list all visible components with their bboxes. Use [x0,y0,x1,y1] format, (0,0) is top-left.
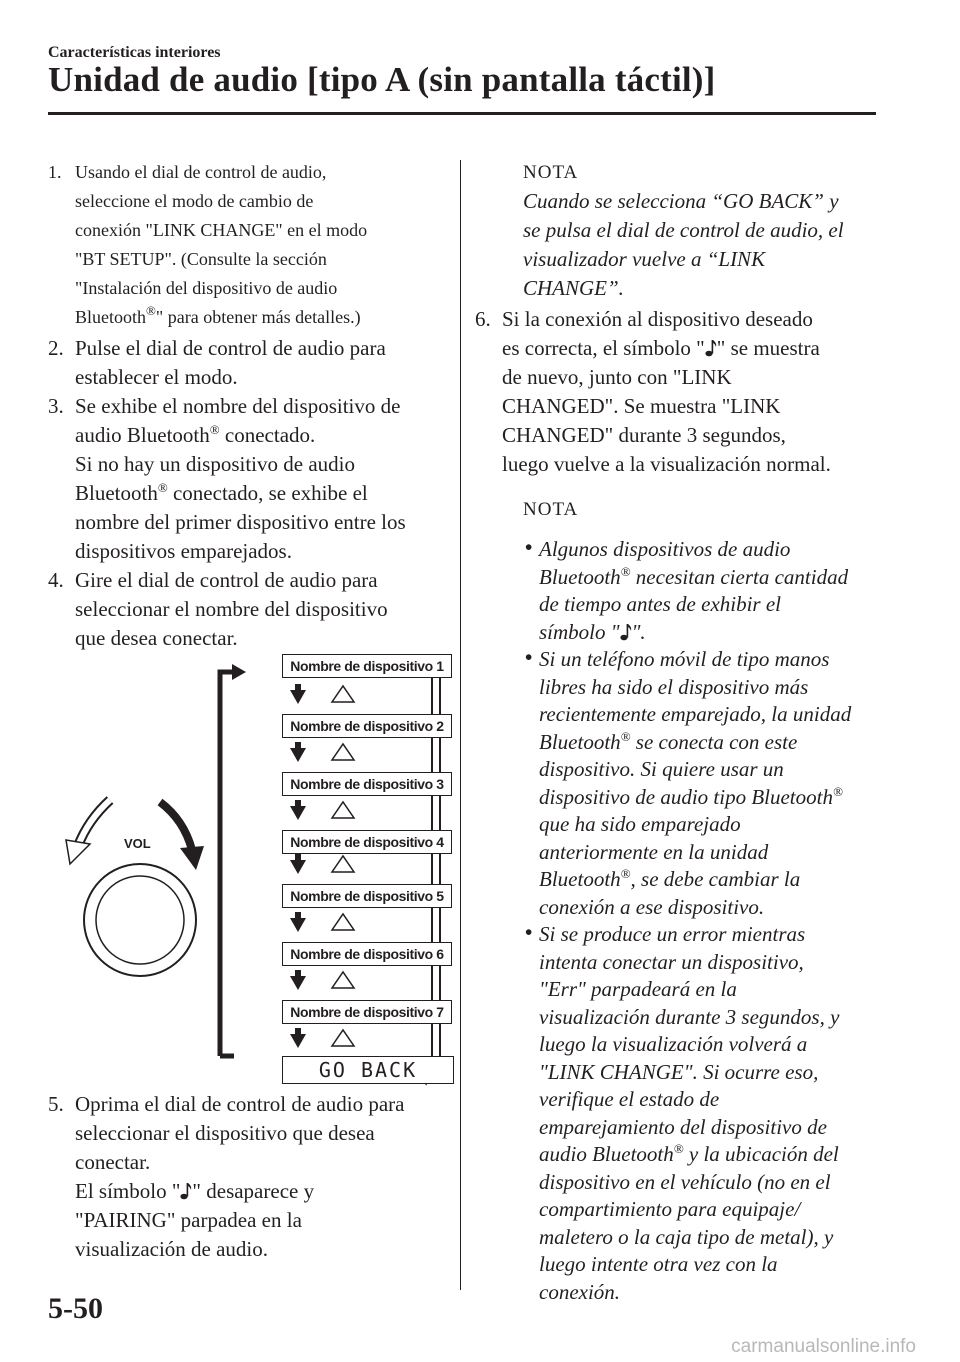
arrow-down-solid-icon [290,1034,306,1048]
step-3: 3. Se exhibe el nombre del dispositivo de audio Bluetooth® conectado. Si no hay un dispositivo de audio Bluetooth® conectado, se exhibe el nombre del primer dispositivo entre los dispositivos emparejados. [48,394,406,563]
cycle-bracket-left [220,672,234,1056]
note-bullets [475,536,890,1306]
note-go-back: NOTA Cuando se selecciona “GO BACK” y se pulsa el dial de control de audio, el visualizador vuelve a “LINK CHANGE”. [523,162,844,300]
arrow-up-outline-icon [332,914,354,930]
arrow-up-outline-icon [332,744,354,760]
music-note-icon [705,339,717,357]
arrow-down-stem [295,912,301,919]
arrow-down-solid-icon [290,918,306,932]
arrow-down-solid-icon [290,748,306,762]
arrow-down-stem [295,742,301,749]
arrow-down-stem [295,684,301,691]
arrow-up-outline-icon [332,686,354,702]
navigation-arrows [290,684,354,1048]
device-label-2: Nombre de dispositivo 2 [282,714,452,738]
rotate-right-arrow-icon [160,802,192,850]
device-label-6: Nombre de dispositivo 6 [282,942,452,966]
page-title: Unidad de audio [tipo A (sin pantalla táctil)] [48,60,716,99]
audio-dial-knob-icon [84,864,196,976]
step-4: 4. Gire el dial de control de audio para seleccionar el nombre del dispositivo que desea conectar. [48,568,388,650]
note-bullet-2: • Si un teléfono móvil de tipo manos libres ha sido el dispositivo más recientemente emparejado, la unidad Bluetooth® se conecta con este dispositivo. Si quiere usar un dispositivo de audio tipo Bluetooth® que ha sido emparejado anteriormente en la unidad Bluetooth®, se debe cambiar la conexión a ese dispositivo. [525,645,852,919]
left-column [48,158,448,653]
right-column [475,158,890,1306]
device-label-1: Nombre de dispositivo 1 [282,654,452,678]
page-number: 5-50 [48,1292,103,1325]
header-rule [48,112,876,115]
note-bullet-3: • Si se produce un error mientras intenta conectar un dispositivo, "Err" parpadeará en la visualización durante 3 segundos, y luego la visualización volverá a "LINK CHANGE". Si ocurre eso, verifique el estado de emparejamiento del dispositivo de audio Bluetooth® y la ubicación del dispositivo en el vehículo (no en el compartimiento para equipaje/ maletero o la caja tipo de metal), y luego intente otra vez con la conexión. [525,920,840,1304]
arrow-down-stem [295,970,301,977]
section-label: Características interiores [48,44,221,61]
arrow-up-outline-icon [332,1030,354,1046]
note-bullet-1: • Algunos dispositivos de audio Bluetooth® necesitan cierta cantidad de tiempo antes de exhibir el símbolo " ". [525,535,849,644]
arrow-up-outline-icon [332,856,354,872]
watermark: carmanualsonline.info [731,1336,916,1357]
arrow-down-stem [295,854,301,861]
device-label-4: Nombre de dispositivo 4 [282,830,452,854]
step-2: 2. Pulse el dial de control de audio para establecer el modo. [48,336,386,389]
column-divider [460,160,461,1290]
arrow-down-solid-icon [290,806,306,820]
arrow-down-solid-icon [290,690,306,704]
music-note-icon [180,1182,192,1200]
vol-label: VOL [124,836,151,851]
arrow-down-stem [295,1028,301,1035]
step-6: 6. Si la conexión al dispositivo deseado es correcta, el símbolo " " se muestra de nuevo, junto con "LINK CHANGED". Se muestra "LINK CHANGED" durante 3 segundos, luego vuelve a la visualización normal. [475,307,831,476]
step-1: 1. Usando el dial de control de audio, seleccione el modo de cambio de conexión "LINK CHANGE" en el modo "BT SETUP". (Consulte la sección "Instalación del dispositivo de audio Bluetooth®" para obtener más detalles.) [48,162,368,327]
arrow-down-solid-icon [290,860,306,874]
cycle-arrow-right-icon [232,664,246,680]
device-label-7: Nombre de dispositivo 7 [282,1000,452,1024]
device-label-5: Nombre de dispositivo 5 [282,884,452,908]
arrow-down-stem [295,800,301,807]
go-back-label: GO BACK [282,1056,454,1084]
note-section: NOTA [523,499,579,520]
arrow-up-outline-icon [332,802,354,818]
music-note-icon [620,623,632,641]
arrow-up-outline-icon [332,972,354,988]
device-selection-diagram [48,640,458,1090]
left-column-bottom [48,1090,448,1264]
device-label-3: Nombre de dispositivo 3 [282,772,452,796]
arrow-down-solid-icon [290,976,306,990]
step-5: 5. Oprima el dial de control de audio para seleccionar el dispositivo que desea conectar. El símbolo " " desaparece y "PAIRING" parpadea en la visualización de audio. [48,1092,405,1261]
